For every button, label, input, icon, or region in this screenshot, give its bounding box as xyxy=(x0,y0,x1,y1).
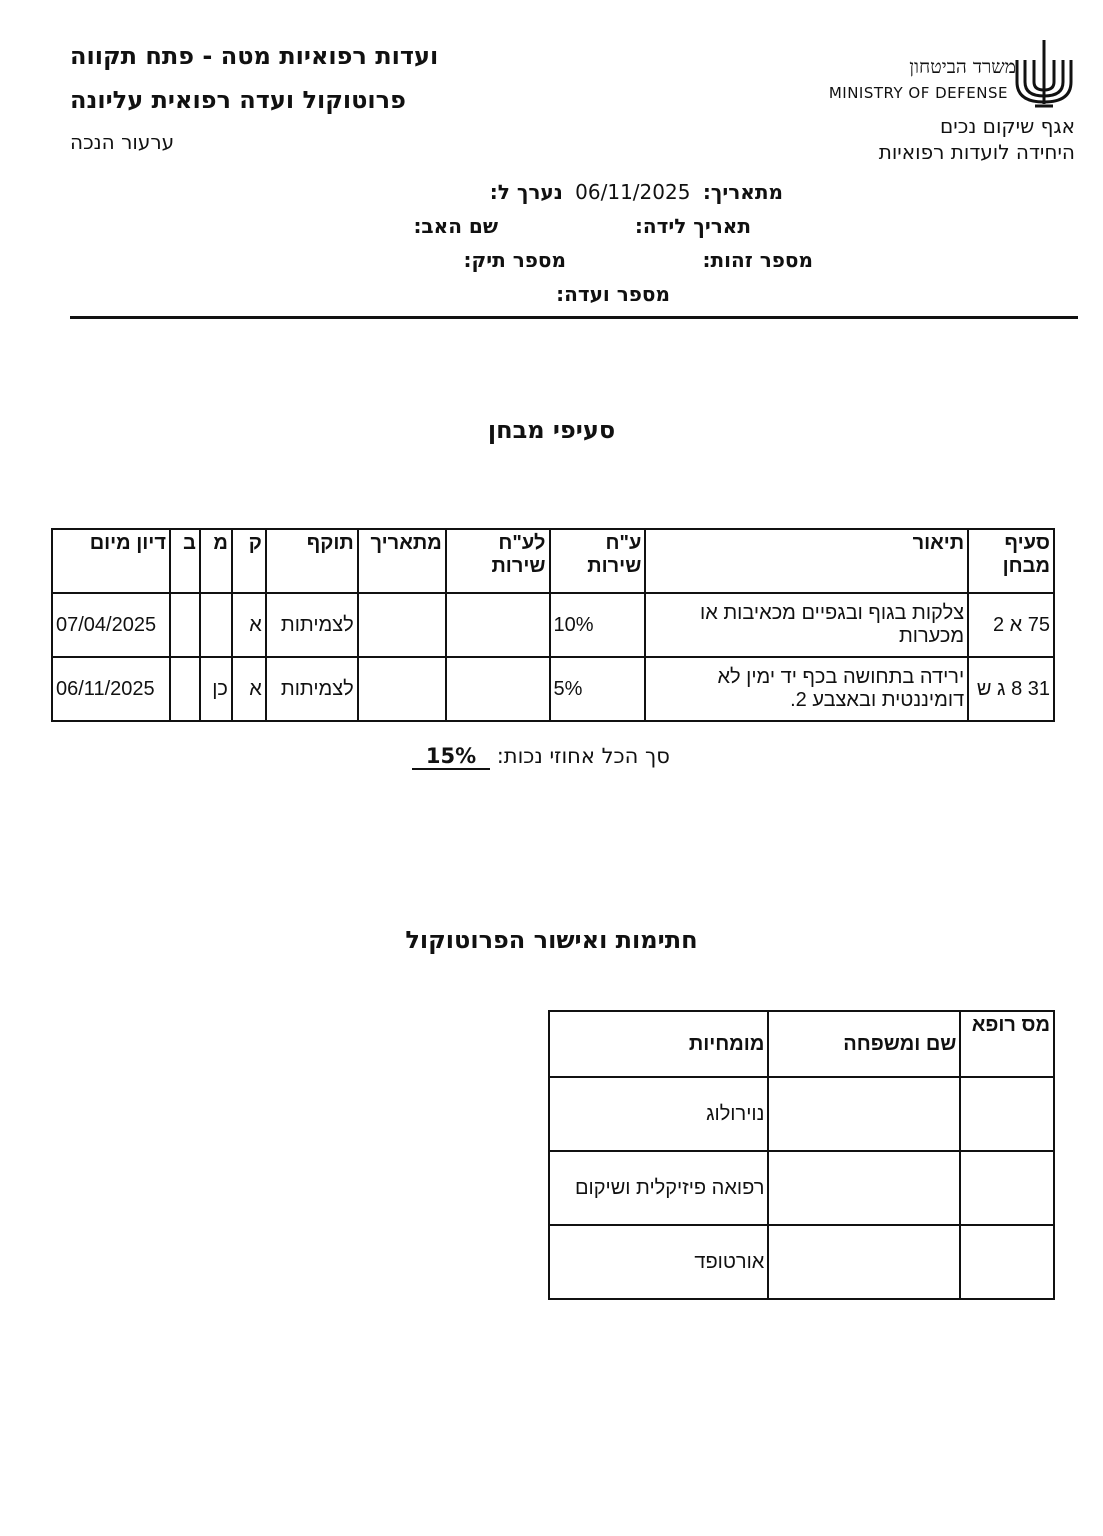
full-name-cell xyxy=(768,1077,960,1151)
full-name-cell xyxy=(768,1151,960,1225)
ministry-logo xyxy=(795,38,1080,118)
description-cell: צלקות בגוף ובגפיים מכאיבות או מכערות xyxy=(645,593,968,657)
service-cell: 5% xyxy=(550,657,646,721)
col-non-service: לע"ח שירות xyxy=(446,529,550,593)
from-date-row xyxy=(490,180,783,204)
col-from-date: מתאריך xyxy=(358,529,446,593)
logo-hebrew-text: משרד הביטחון xyxy=(909,56,1016,78)
appeal-type: ערעור הנכה xyxy=(70,130,175,154)
col-description: תיאור xyxy=(645,529,968,593)
validity-cell: לצמיתות xyxy=(266,657,358,721)
service-cell: 10% xyxy=(550,593,646,657)
specialty-cell: רפואה פיזיקלית ושיקום xyxy=(549,1151,768,1225)
menorah-icon xyxy=(1013,38,1075,110)
table-row xyxy=(549,1225,1054,1299)
from-date-value: 06/11/2025 xyxy=(575,180,691,204)
col-validity: תוקף xyxy=(266,529,358,593)
doctor-number-cell xyxy=(960,1225,1054,1299)
committee-number-label: מספר ועדה: xyxy=(556,282,670,306)
exam-section-title: סעיפי מבחן xyxy=(487,416,616,444)
col-specialty: מומחיות xyxy=(549,1011,768,1077)
k-cell: א xyxy=(232,657,266,721)
col-b: ב xyxy=(170,529,200,593)
col-k: ק xyxy=(232,529,266,593)
full-name-cell xyxy=(768,1225,960,1299)
section-cell: 75 א 2 xyxy=(968,593,1054,657)
doctor-number-cell xyxy=(960,1151,1054,1225)
discussion-date-cell: 06/11/2025 xyxy=(52,657,170,721)
protocol-title: פרוטוקול ועדה רפואית עליונה xyxy=(70,86,406,114)
total-value: 15% xyxy=(412,744,490,770)
unit-name: היחידה לועדות רפואיות xyxy=(878,140,1075,164)
col-full-name: שם ומשפחה xyxy=(768,1011,960,1077)
col-doctor-number: מס רופא xyxy=(960,1011,1054,1077)
col-discussion-date: דיון מיום xyxy=(52,529,170,593)
validity-cell: לצמיתות xyxy=(266,593,358,657)
discussion-date-cell: 07/04/2025 xyxy=(52,593,170,657)
specialty-cell: אורטופד xyxy=(549,1225,768,1299)
table-row xyxy=(549,1151,1054,1225)
description-cell: ירידה בתחושה בכף יד ימין לא דומיננטית ובאצבע 2. xyxy=(645,657,968,721)
birth-date-label: תאריך לידה: xyxy=(634,214,751,238)
m-cell: כן xyxy=(200,657,232,721)
from-date-label: מתאריך: xyxy=(702,180,783,204)
id-number-label: מספר זהות: xyxy=(702,248,813,272)
section-cell: 31 8 ג ש xyxy=(968,657,1054,721)
from-date-cell xyxy=(358,593,446,657)
table-row xyxy=(549,1077,1054,1151)
b-cell xyxy=(170,657,200,721)
non-service-cell xyxy=(446,593,550,657)
file-number-label: מספר תיק: xyxy=(463,248,566,272)
department-name: אגף שיקום נכים xyxy=(940,114,1075,138)
table-row xyxy=(52,657,1054,721)
non-service-cell xyxy=(446,657,550,721)
held-for-label: נערך ל: xyxy=(489,180,563,204)
col-m: מ xyxy=(200,529,232,593)
total-label: סך הכל אחוזי נכות: xyxy=(496,744,670,768)
m-cell xyxy=(200,593,232,657)
k-cell: א xyxy=(232,593,266,657)
table-row xyxy=(52,593,1054,657)
logo-english-text: MINISTRY OF DEFENSE xyxy=(828,84,1008,102)
exam-sections-table xyxy=(51,528,1055,722)
father-name-label: שם האב: xyxy=(413,214,498,238)
signatures-table xyxy=(548,1010,1055,1300)
total-disability xyxy=(412,744,670,770)
doctor-number-cell xyxy=(960,1077,1054,1151)
table-header-row xyxy=(52,529,1054,593)
signatures-section-title: חתימות ואישור הפרוטוקול xyxy=(405,926,698,954)
from-date-cell xyxy=(358,657,446,721)
col-section: סעיף מבחן xyxy=(968,529,1054,593)
table-header-row xyxy=(549,1011,1054,1077)
specialty-cell: נוירולוג xyxy=(549,1077,768,1151)
b-cell xyxy=(170,593,200,657)
col-service: ע"ח שירות xyxy=(550,529,646,593)
header-divider xyxy=(70,316,1078,319)
committee-location: ועדות רפואיות מטה - פתח תקווה xyxy=(70,42,439,70)
